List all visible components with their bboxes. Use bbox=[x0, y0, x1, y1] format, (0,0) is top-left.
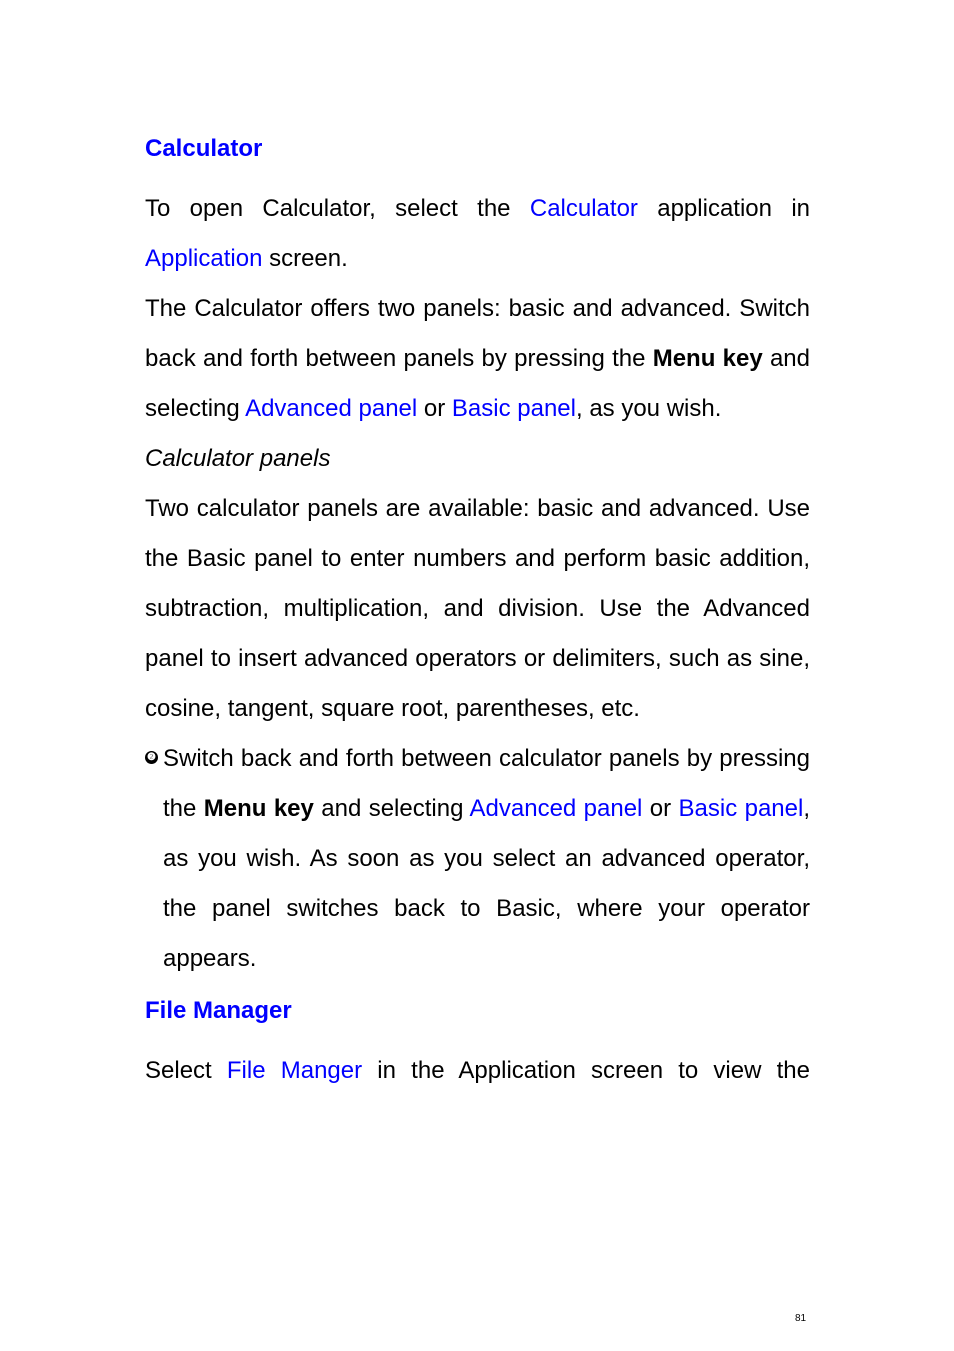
calculator-intro-paragraph bbox=[145, 184, 810, 284]
text-run: , as you wish. bbox=[575, 395, 722, 422]
basic-panel-link: Basic panel bbox=[678, 795, 804, 822]
page-number: 81 bbox=[795, 1313, 807, 1324]
text-run: , as you wish. As soon as you select an advanced operator, the panel switches back to Basic, where your operator appears. bbox=[163, 795, 811, 972]
tip-bullet-item bbox=[145, 734, 810, 984]
text-run: in the Application screen to view the bbox=[362, 1057, 810, 1084]
menu-key-text: Menu key bbox=[652, 345, 763, 372]
text-run: and selecting bbox=[313, 795, 470, 822]
calculator-heading: Calculator bbox=[145, 135, 263, 162]
advanced-panel-link: Advanced panel bbox=[245, 395, 418, 422]
calculator-panels-paragraph bbox=[145, 284, 810, 434]
application-screen-link: Application bbox=[145, 245, 263, 272]
file-manager-heading: File Manager bbox=[145, 997, 292, 1024]
file-manager-link: File Manger bbox=[226, 1057, 363, 1084]
text-run: To open Calculator, select the bbox=[145, 195, 530, 222]
text-run: The Calculator offers two panels: basic and advanced. Switch back and forth between panels by pressing the bbox=[145, 295, 810, 372]
calculator-panels-subheading: Calculator panels bbox=[145, 445, 331, 472]
advanced-panel-link: Advanced panel bbox=[469, 795, 643, 822]
menu-key-text: Menu key bbox=[203, 795, 314, 822]
text-run: Switch back and forth between calculator panels by pressing the bbox=[163, 745, 810, 822]
tip-paragraph bbox=[163, 734, 810, 984]
text-run: or bbox=[417, 395, 452, 422]
text-run: screen. bbox=[262, 245, 348, 272]
text-run: or bbox=[642, 795, 679, 822]
text-run: and selecting bbox=[145, 345, 810, 422]
page-content bbox=[145, 130, 810, 1096]
text-run: Select bbox=[145, 1057, 227, 1084]
numbered-bullet-icon: ❷ bbox=[145, 751, 158, 764]
file-manager-paragraph bbox=[145, 1046, 810, 1096]
calculator-panels-description: Two calculator panels are available: basic and advanced. Use the Basic panel to enter numbers and perform basic addition, subtraction, multiplication, and division. Use the Advanced panel to insert advanced operators or delimiters, such as sine, cosine, tangent, square root, parentheses, etc. bbox=[145, 495, 810, 722]
text-run: application in bbox=[637, 195, 811, 222]
basic-panel-link: Basic panel bbox=[451, 395, 576, 422]
calculator-app-link: Calculator bbox=[529, 195, 638, 222]
